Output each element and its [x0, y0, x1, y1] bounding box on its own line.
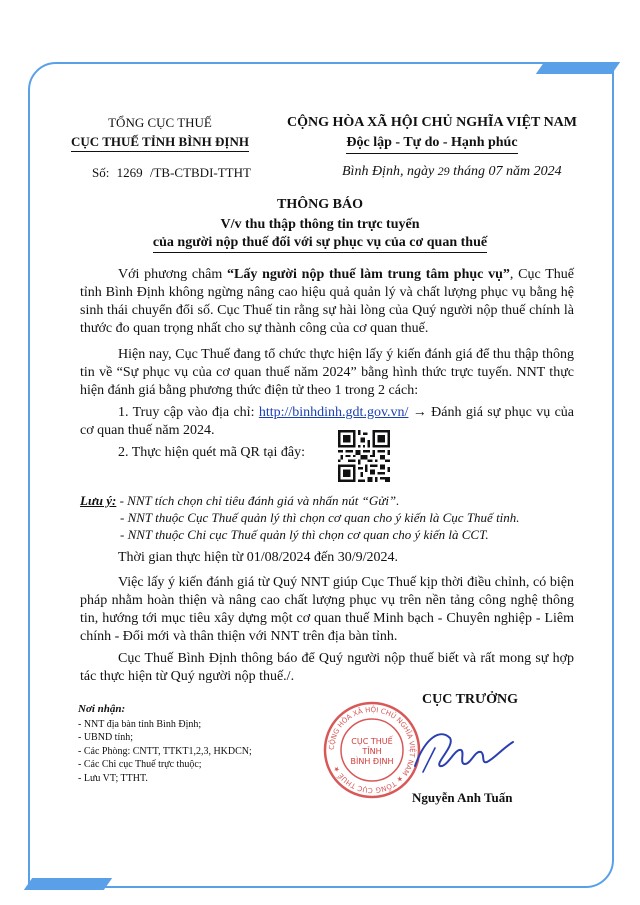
recipient-item: - UBND tỉnh; — [78, 732, 133, 743]
border-accent-bottom — [24, 878, 112, 890]
border-accent-top — [536, 62, 620, 74]
recipient-item: - Lưu VT; TTHT. — [78, 772, 148, 784]
recipients-label: Nơi nhận: — [78, 703, 126, 715]
notes — [80, 492, 580, 543]
department-name: CỤC THUẾ TỈNH BÌNH ĐỊNH — [60, 132, 260, 152]
issuing-agency — [60, 113, 260, 152]
signer-name: Nguyễn Anh Tuấn — [412, 790, 513, 805]
period: Thời gian thực hiện từ 01/08/2024 đến 30/9/2024. — [118, 550, 398, 565]
paragraph-1: Với phương châm “Lấy người nộp thuế làm trung tâm phục vụ”, Cục Thuế tỉnh Bình Định không ngừng nâng cao hiệu quả quản lý và chất lượng phục vụ bằng hệ sinh thái chuyển đổi số. Cục Thuế tin rằng sự hài lòng của Quý người nộp thuế chính là thước đo quan trọng nhất cho sự thành công của cơ quan thuế. — [80, 267, 574, 336]
national-header — [282, 113, 582, 154]
title-subject-1: V/v thu thập thông tin trực tuyến — [220, 217, 420, 232]
paragraph-2: Hiện nay, Cục Thuế đang tổ chức thực hiện lấy ý kiến đánh giá để thu thập thông tin về “Sự phục vụ của cơ quan thuế năm 2024” bằng hình thức trực tuyến. NNT thực hiện đánh giá bằng phương thức điện tử theo 1 trong 2 cách: — [80, 347, 574, 398]
note-3: - NNT thuộc Chi cục Thuế quản lý thì chọn cơ quan cho ý kiến là CCT. — [120, 527, 489, 542]
document-number: Số: 1269 /TB-CTBDI-TTHT — [92, 165, 251, 180]
note-label: Lưu ý: — [80, 493, 117, 508]
paragraph-3: Việc lấy ý kiến đánh giá từ Quý NNT giúp Cục Thuế kịp thời điều chỉnh, có biện pháp nhằm hoàn thiện và nâng cao chất lượng phục vụ trên nền tảng công nghệ thông tin, hướng tới mục tiêu xây dựng một cơ quan thuế Minh bạch - Chuyên nghiệp - Liêm chính - Đổi mới và thân thiện với NNT trên địa bàn tỉnh. — [80, 575, 574, 644]
issue-date: Bình Định, ngày 29 tháng 07 năm 2024 — [342, 164, 562, 179]
title-subject-2: của người nộp thuế đối với sự phục vụ của cơ quan thuế — [80, 234, 560, 253]
signer-title: CỤC TRƯỞNG — [422, 692, 519, 707]
recipient-item: - Các Chi cục Thuế trực thuộc; — [78, 759, 202, 770]
paragraph-4: Cục Thuế Bình Định thông báo để Quý người nộp thuế biết và rất mong sự hợp tác thực hiện từ Quý người nộp thuế./. — [80, 651, 574, 684]
svg-text:CỤC THUẾ: CỤC THUẾ — [351, 737, 393, 746]
national-motto: Độc lập - Tự do - Hạnh phúc — [282, 133, 582, 154]
recipient-item: - Các Phòng: CNTT, TTKT1,2,3, HKDCN; — [78, 745, 252, 757]
title-main: THÔNG BÁO — [277, 197, 363, 212]
note-2: - NNT thuộc Cục Thuế quản lý thì chọn cơ quan cho ý kiến là Cục Thuế tỉnh. — [120, 510, 520, 525]
qr-code-icon[interactable] — [338, 430, 390, 482]
recipient-item: - NNT địa bàn tỉnh Bình Định; — [78, 718, 202, 730]
svg-text:TỈNH: TỈNH — [362, 747, 382, 756]
agency-name: TỔNG CỤC THUẾ — [108, 115, 212, 130]
signature-icon — [395, 718, 525, 778]
recipients — [78, 703, 252, 785]
svg-text:BÌNH ĐỊNH: BÌNH ĐỊNH — [350, 757, 394, 766]
country-name: CỘNG HÒA XÃ HỘI CHỦ NGHĨA VIỆT NAM — [286, 115, 577, 130]
method-2: 2. Thực hiện quét mã QR tại đây: — [118, 445, 305, 460]
method-1: 1. Truy cập vào địa chỉ: http://binhdinh.gdt.gov.vn/ → Đánh giá sự phục vụ của cơ quan thuế năm 2024. — [80, 405, 575, 438]
arrow-right-icon: → — [412, 405, 427, 420]
svg-text:CỘNG HÒA XÃ HỘI CHỦ NGHĨA VIỆT: CỘNG HÒA XÃ HỘI CHỦ NGHĨA VIỆT NAM ★ TỔNG CỤC THUẾ ★ — [327, 705, 417, 795]
survey-link[interactable]: http://binhdinh.gdt.gov.vn/ — [258, 405, 409, 420]
note-1: - NNT tích chọn chỉ tiêu đánh giá và nhấn nút “Gửi”. — [119, 493, 400, 508]
document-title — [80, 196, 560, 253]
